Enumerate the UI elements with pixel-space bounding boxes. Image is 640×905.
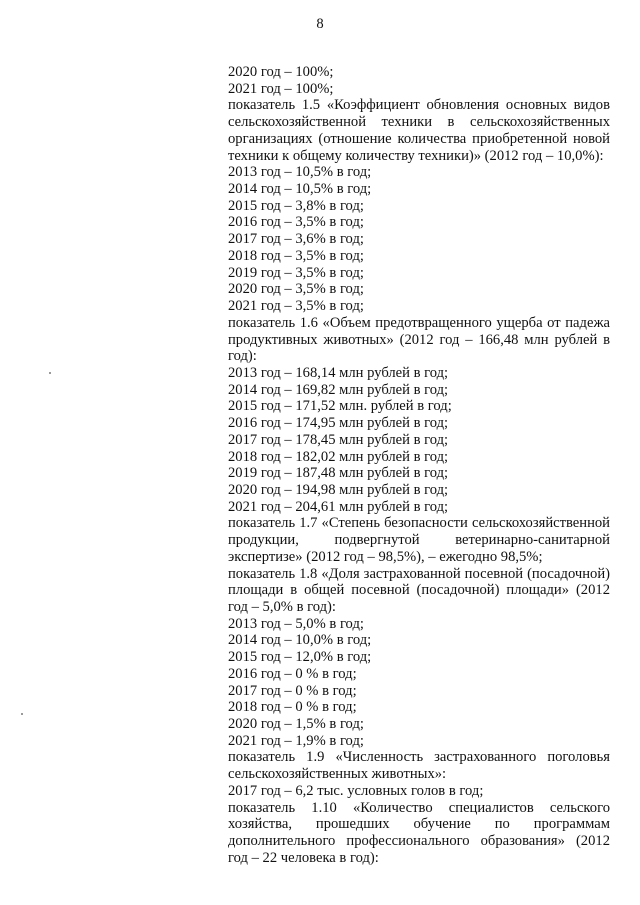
text-line: сельскохозяйственных животных»: (228, 766, 447, 783)
text-line: дополнительного профессионального образования» (2012 (228, 833, 610, 850)
text-line: 2021 год – 1,9% в год; (228, 732, 364, 749)
text-line: 2013 год – 168,14 млн рублей в год; (228, 364, 449, 381)
text-line: 2021 год – 100%; (228, 80, 334, 97)
text-line: 2020 год – 100%; (228, 64, 334, 80)
scan-artifact-dot (21, 713, 23, 715)
text-line: 2020 год – 3,5% в год; (228, 281, 364, 298)
text-line: 2020 год – 1,5% в год; (228, 716, 364, 733)
text-line: 2018 год – 0 % в год; (228, 699, 357, 716)
text-line: 2017 год – 178,45 млн рублей в год; (228, 431, 449, 448)
text-line: 2014 год – 169,82 млн рублей в год; (228, 381, 449, 398)
text-line: сельскохозяйственной техники в сельскохозяйственных (228, 114, 610, 131)
text-line: 2020 год – 194,98 млн рублей в год; (228, 481, 449, 498)
text-line: год): (228, 348, 257, 365)
scan-artifact-dot (49, 372, 51, 374)
text-line: показатель 1.9 «Численность застрахованного поголовья (228, 749, 610, 766)
text-line: хозяйства, прошедших обучение по программам (228, 816, 610, 833)
text-line: год – 5,0% в год): (228, 599, 336, 615)
text-line: продукции, подвергнутой ветеринарно-санитарной (228, 532, 610, 549)
text-line: год – 22 человека в год): (228, 849, 379, 866)
text-line: площади в общей посевной (посадочной) площади» (2012 (228, 582, 610, 599)
text-line: 2018 год – 3,5% в год; (228, 247, 364, 264)
text-line: показатель 1.10 «Количество специалистов сельского (228, 799, 610, 816)
text-line: показатель 1.7 «Степень безопасности сельскохозяйственной (228, 515, 610, 532)
text-line: 2019 год – 187,48 млн рублей в год; (228, 465, 449, 482)
text-line: 2021 год – 3,5% в год; (228, 298, 364, 315)
text-line: 2014 год – 10,5% в год; (228, 181, 372, 198)
document-body (228, 64, 610, 867)
text-line: показатель 1.5 «Коэффициент обновления основных видов (228, 97, 610, 114)
text-line: экспертизе» (2012 год – 98,5%), – ежегодно 98,5%; (228, 548, 543, 565)
text-line: 2015 год – 171,52 млн. рублей в год; (228, 398, 452, 415)
text-line: 2018 год – 182,02 млн рублей в год; (228, 448, 449, 465)
text-line: 2016 год – 3,5% в год; (228, 214, 364, 231)
text-line: продуктивных животных» (2012 год – 166,48 млн рублей в (228, 331, 610, 348)
text-line: показатель 1.8 «Доля застрахованной посевной (посадочной) (228, 565, 610, 582)
text-line: 2016 год – 0 % в год; (228, 665, 357, 682)
text-line: 2017 год – 3,6% в год; (228, 231, 364, 248)
text-line: 2014 год – 10,0% в год; (228, 632, 372, 649)
text-line: организациях (отношение количества приобретенной новой (228, 130, 610, 147)
text-line: 2019 год – 3,5% в год; (228, 264, 364, 281)
text-line: 2017 год – 6,2 тыс. условных голов в год; (228, 782, 484, 799)
page-number: 8 (316, 16, 324, 32)
text-line: 2013 год – 10,5% в год; (228, 164, 372, 181)
text-line: 2015 год – 3,8% в год; (228, 197, 364, 214)
text-line: техники к общему количеству техники)» (2012 год – 10,0%): (228, 147, 604, 164)
text-line: 2021 год – 204,61 млн рублей в год; (228, 498, 449, 515)
text-line: 2017 год – 0 % в год; (228, 682, 357, 699)
text-line: показатель 1.6 «Объем предотвращенного ущерба от падежа (228, 314, 610, 331)
text-line: 2013 год – 5,0% в год; (228, 615, 364, 632)
text-line: 2015 год – 12,0% в год; (228, 649, 372, 666)
text-line: 2016 год – 174,95 млн рублей в год; (228, 415, 449, 432)
